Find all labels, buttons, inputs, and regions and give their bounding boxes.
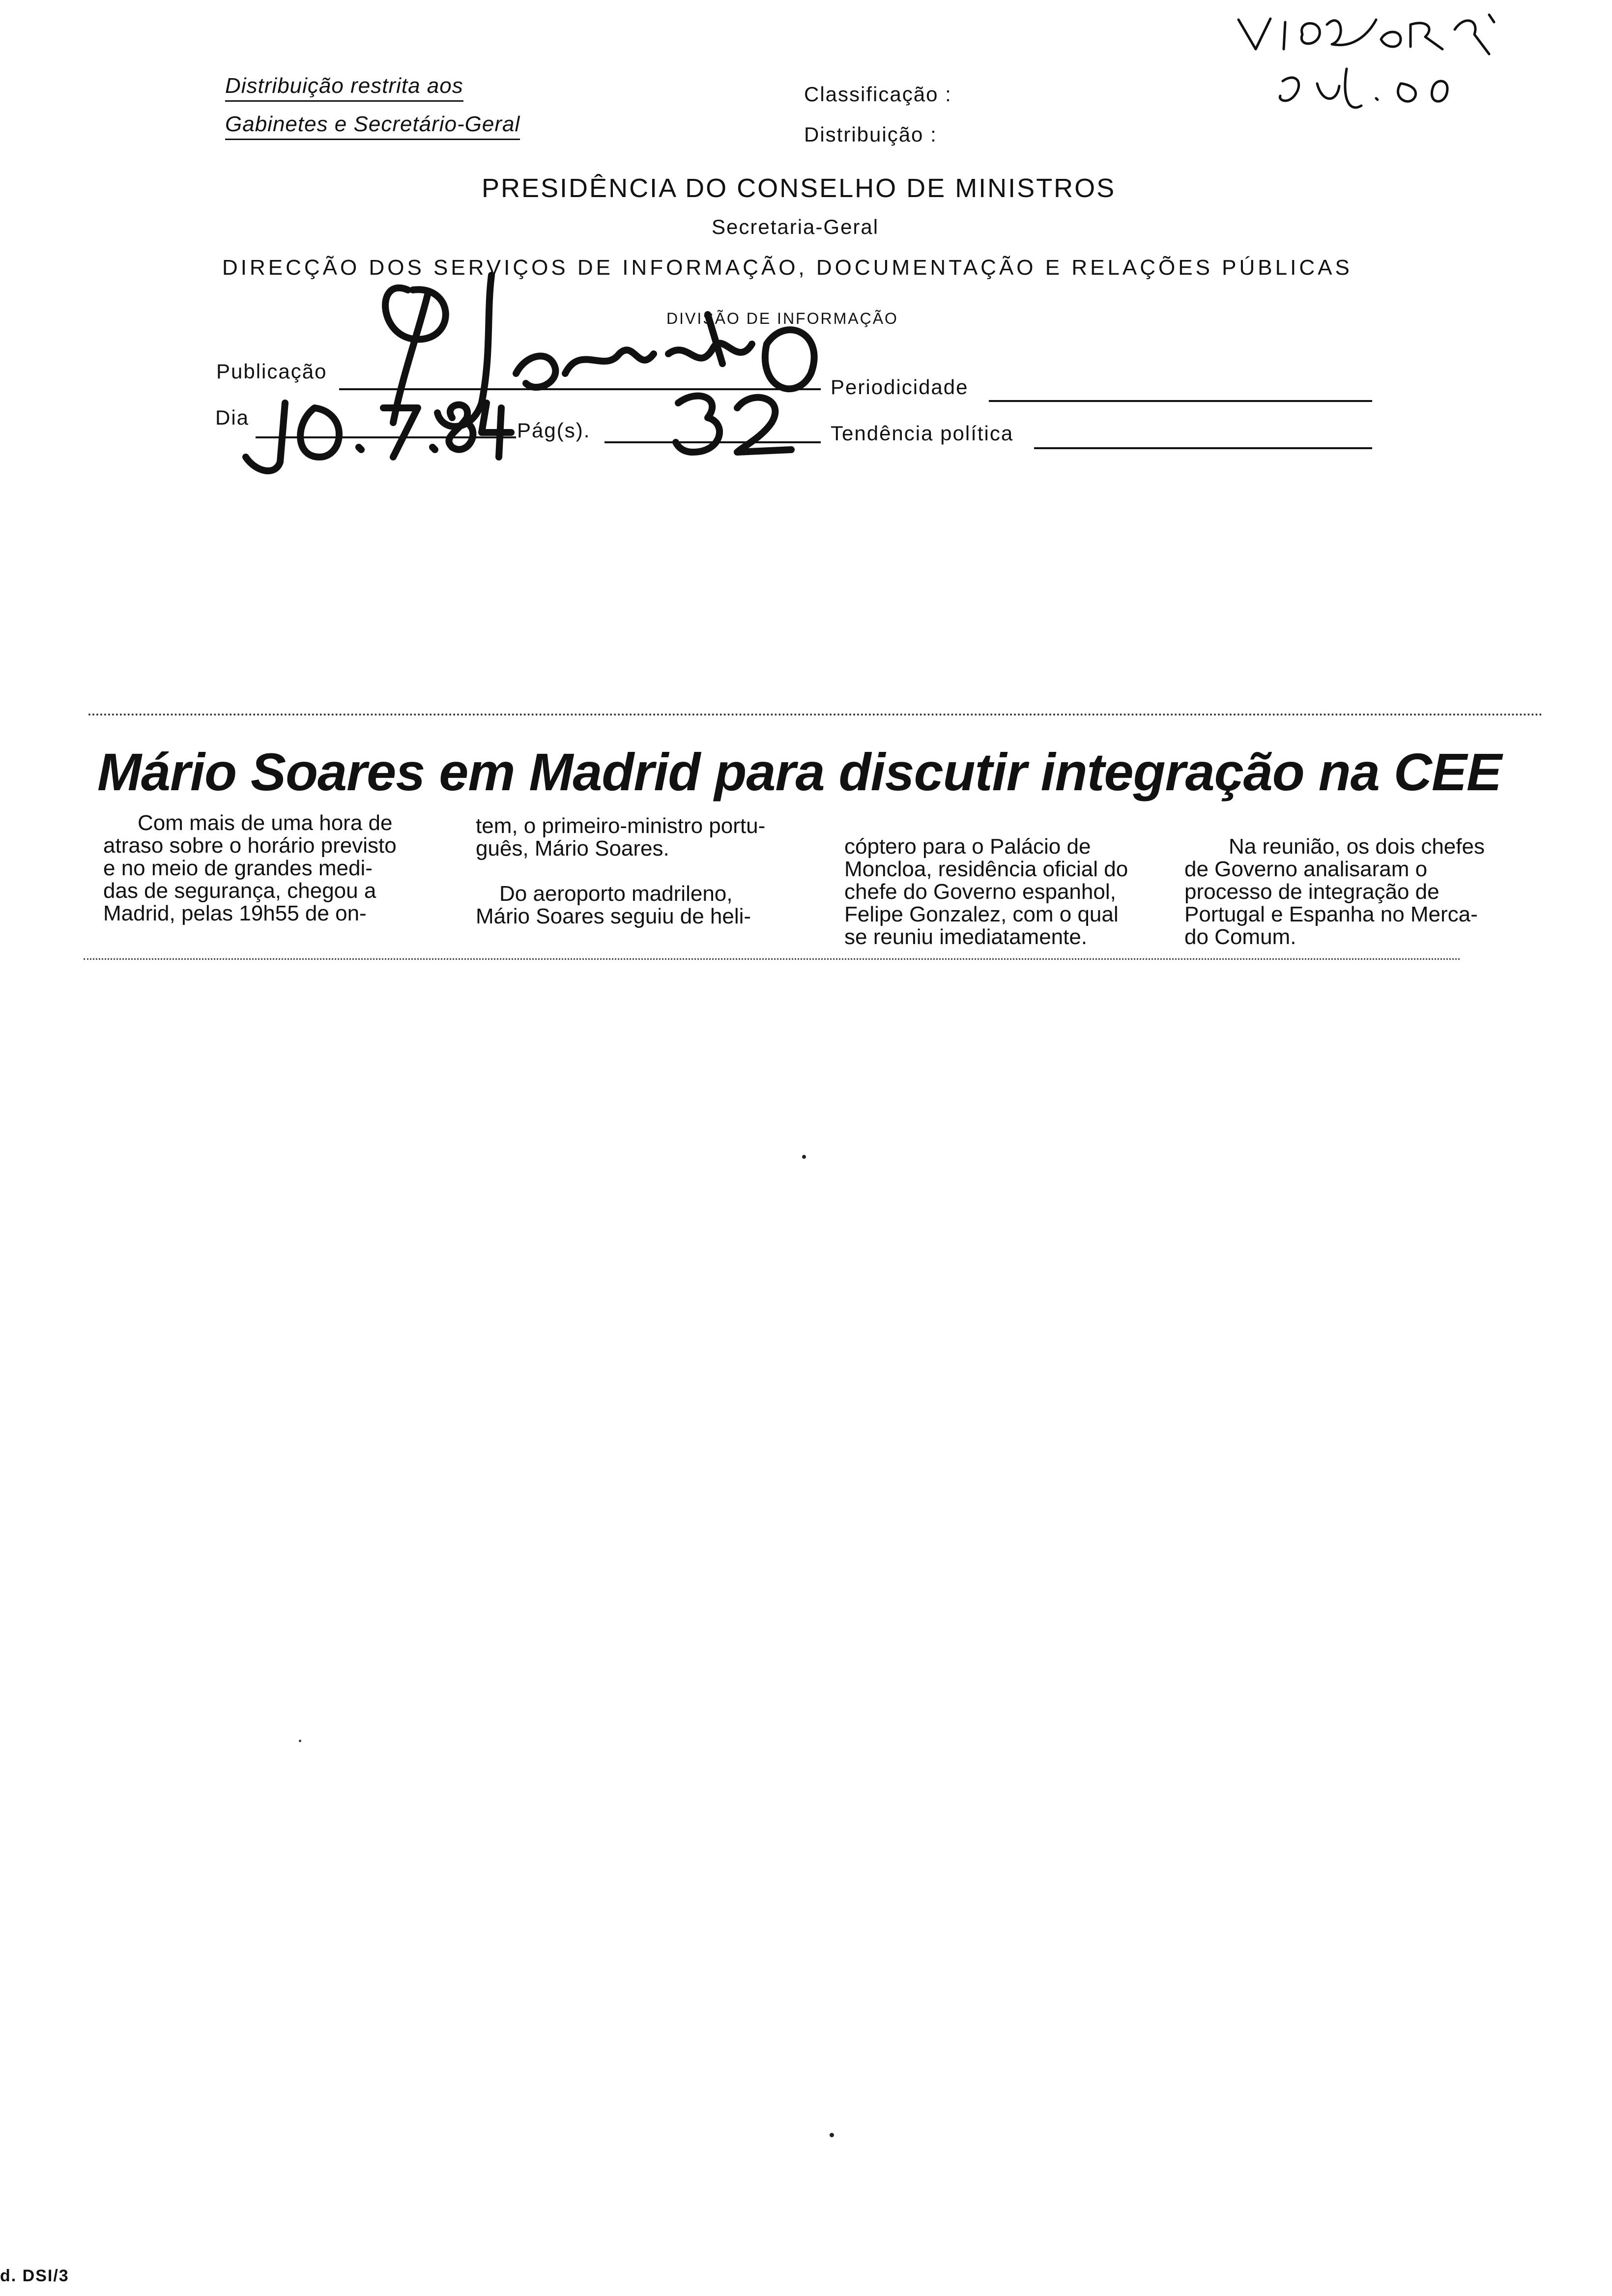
handwritten-date	[246, 403, 511, 471]
column-4-line: Na reunião, os dois chefes	[1229, 834, 1485, 859]
publication-label: Publicação	[216, 360, 327, 383]
column-3-line: cóptero para o Palácio de	[844, 834, 1091, 859]
article-column-3	[844, 835, 1128, 948]
column-2-line: guês, Mário Soares.	[476, 836, 669, 861]
column-1-line: e no meio de grandes medi-	[103, 856, 373, 880]
division-title: DIVISÃO DE INFORMAÇÃO	[666, 310, 898, 327]
column-4-line: Portugal e Espanha no Merca-	[1184, 902, 1478, 926]
form-code: d. DSI/3	[0, 2267, 69, 2285]
column-3-line: Moncloa, residência oficial do	[844, 857, 1128, 881]
clipping-top-edge	[88, 714, 1543, 718]
column-1-line: atraso sobre o horário previsto	[103, 833, 397, 858]
article-column-1	[103, 812, 397, 925]
column-1-line: das de segurança, chegou a	[103, 879, 376, 903]
day-label: Dia	[215, 406, 250, 429]
column-1-line: Madrid, pelas 19h55 de on-	[103, 901, 367, 925]
directorate-title: DIRECÇÃO DOS SERVIÇOS DE INFORMAÇÃO, DOCUMENTAÇÃO E RELAÇÕES PÚBLICAS	[222, 256, 1353, 280]
distribution-restriction-line-2: Gabinetes e Secretário-Geral	[225, 112, 520, 140]
periodicity-label: Periodicidade	[831, 375, 969, 399]
column-2-line	[476, 860, 765, 883]
article-column-2	[476, 815, 765, 928]
column-2-line: Mário Soares seguiu de heli-	[476, 904, 751, 928]
column-2-line: tem, o primeiro-ministro portu-	[476, 814, 766, 838]
handwritten-annotation-top-right	[1238, 15, 1494, 108]
scan-speck	[830, 2133, 834, 2137]
article-column-4	[1184, 835, 1485, 948]
distribution-restriction-line-1: Distribuição restrita aos	[225, 74, 463, 102]
column-2-line: Do aeroporto madrileno,	[499, 882, 733, 906]
handwritten-page-number	[676, 396, 791, 452]
classification-label: Classificação :	[804, 83, 952, 106]
pages-label: Pág(s).	[517, 419, 591, 442]
scan-speck	[802, 1155, 806, 1159]
organization-title: PRESIDÊNCIA DO CONSELHO DE MINISTROS	[482, 173, 1116, 203]
column-4-line: de Governo analisaram o	[1184, 857, 1428, 881]
column-4-line: do Comum.	[1184, 925, 1296, 949]
article-headline: Mário Soares em Madrid para discutir integração na CEE	[97, 742, 1501, 802]
column-4-line: processo de integração de	[1184, 880, 1439, 904]
scan-speck	[299, 1740, 301, 1742]
secretariat-title: Secretaria-Geral	[712, 215, 879, 238]
column-3-line: se reuniu imediatamente.	[844, 925, 1088, 949]
handwritten-publication-name	[385, 275, 814, 427]
column-3-line: chefe do Governo espanhol,	[844, 880, 1116, 904]
distribution-label: Distribuição :	[804, 123, 937, 146]
handwriting-layer	[0, 0, 1612, 590]
column-3-line: Felipe Gonzalez, com o qual	[844, 902, 1119, 926]
clipping-bottom-edge	[84, 958, 1460, 963]
column-1-line: Com mais de uma hora de	[138, 811, 393, 835]
political-tendency-label: Tendência política	[831, 422, 1014, 445]
